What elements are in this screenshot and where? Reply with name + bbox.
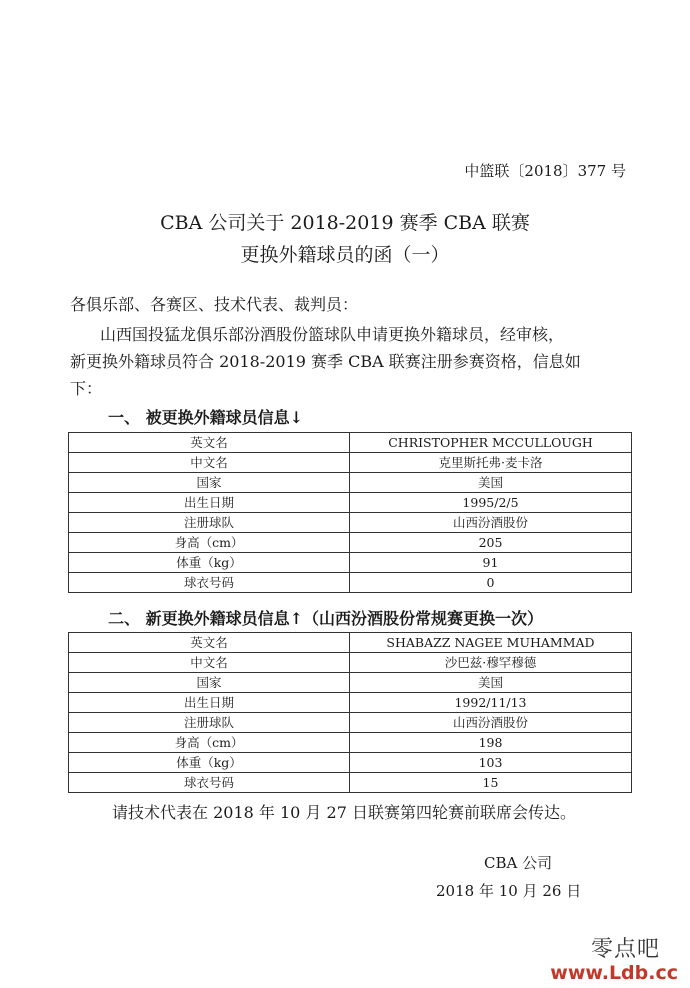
watermark-url: www.Ldb.cc bbox=[550, 962, 678, 984]
row-label: 体重（kg） bbox=[69, 553, 350, 573]
body-text-line1: 山西国投猛龙俱乐部汾酒股份篮球队申请更换外籍球员，经审核， bbox=[100, 325, 565, 344]
table-row bbox=[69, 733, 632, 753]
row-label: 球衣号码 bbox=[69, 773, 350, 793]
table-row bbox=[69, 433, 632, 453]
table-row bbox=[69, 713, 632, 733]
row-label: 出生日期 bbox=[69, 693, 350, 713]
section2-heading: 二、 新更换外籍球员信息↑（山西汾酒股份常规赛更换一次） bbox=[108, 609, 543, 628]
row-value: 美国 bbox=[350, 673, 632, 693]
closing-note: 请技术代表在 2018 年 10 月 27 日联赛第四轮赛前联席会传达。 bbox=[112, 803, 576, 822]
row-label: 注册球队 bbox=[69, 713, 350, 733]
signature-date: 2018 年 10 月 26 日 bbox=[436, 882, 582, 900]
row-value: 103 bbox=[350, 753, 632, 773]
table-row bbox=[69, 473, 632, 493]
row-value: SHABAZZ NAGEE MUHAMMAD bbox=[350, 633, 632, 653]
row-value: 沙巴兹·穆罕穆德 bbox=[350, 653, 632, 673]
table-row bbox=[69, 673, 632, 693]
row-value: 0 bbox=[350, 573, 632, 593]
document-title-line2: 更换外籍球员的函（一） bbox=[240, 244, 450, 266]
table-row bbox=[69, 653, 632, 673]
document-title-line1: CBA 公司关于 2018-2019 赛季 CBA 联赛 bbox=[160, 212, 530, 234]
row-label: 球衣号码 bbox=[69, 573, 350, 593]
signature-organization: CBA 公司 bbox=[484, 854, 553, 872]
row-value: 198 bbox=[350, 733, 632, 753]
row-label: 出生日期 bbox=[69, 493, 350, 513]
table-row bbox=[69, 513, 632, 533]
row-value: 山西汾酒股份 bbox=[350, 713, 632, 733]
row-value: 克里斯托弗·麦卡洛 bbox=[350, 453, 632, 473]
new-player-table bbox=[68, 632, 632, 793]
body-text-line2: 新更换外籍球员符合 2018-2019 赛季 CBA 联赛注册参赛资格，信息如 bbox=[70, 352, 581, 371]
section1-heading: 一、 被更换外籍球员信息↓ bbox=[108, 408, 303, 427]
body-text-line3: 下： bbox=[70, 379, 103, 398]
row-label: 身高（cm） bbox=[69, 733, 350, 753]
table-row bbox=[69, 573, 632, 593]
salutation: 各俱乐部、各赛区、技术代表、裁判员： bbox=[70, 295, 359, 314]
table-row bbox=[69, 633, 632, 653]
row-value: CHRISTOPHER MCCULLOUGH bbox=[350, 433, 632, 453]
row-value: 205 bbox=[350, 533, 632, 553]
watermark-text: 零点吧 bbox=[590, 937, 660, 962]
row-label: 国家 bbox=[69, 473, 350, 493]
row-value: 1995/2/5 bbox=[350, 493, 632, 513]
row-label: 英文名 bbox=[69, 633, 350, 653]
row-value: 美国 bbox=[350, 473, 632, 493]
table-row bbox=[69, 533, 632, 553]
row-label: 英文名 bbox=[69, 433, 350, 453]
row-label: 体重（kg） bbox=[69, 753, 350, 773]
document-number: 中篮联〔2018〕377 号 bbox=[464, 162, 626, 180]
row-label: 中文名 bbox=[69, 653, 350, 673]
row-value: 15 bbox=[350, 773, 632, 793]
table-row bbox=[69, 493, 632, 513]
row-label: 注册球队 bbox=[69, 513, 350, 533]
row-value: 山西汾酒股份 bbox=[350, 513, 632, 533]
table-row bbox=[69, 693, 632, 713]
table-row bbox=[69, 753, 632, 773]
replaced-player-table bbox=[68, 432, 632, 593]
table-row bbox=[69, 773, 632, 793]
table-row bbox=[69, 553, 632, 573]
row-label: 国家 bbox=[69, 673, 350, 693]
table-row bbox=[69, 453, 632, 473]
row-label: 身高（cm） bbox=[69, 533, 350, 553]
row-value: 1992/11/13 bbox=[350, 693, 632, 713]
row-label: 中文名 bbox=[69, 453, 350, 473]
row-value: 91 bbox=[350, 553, 632, 573]
